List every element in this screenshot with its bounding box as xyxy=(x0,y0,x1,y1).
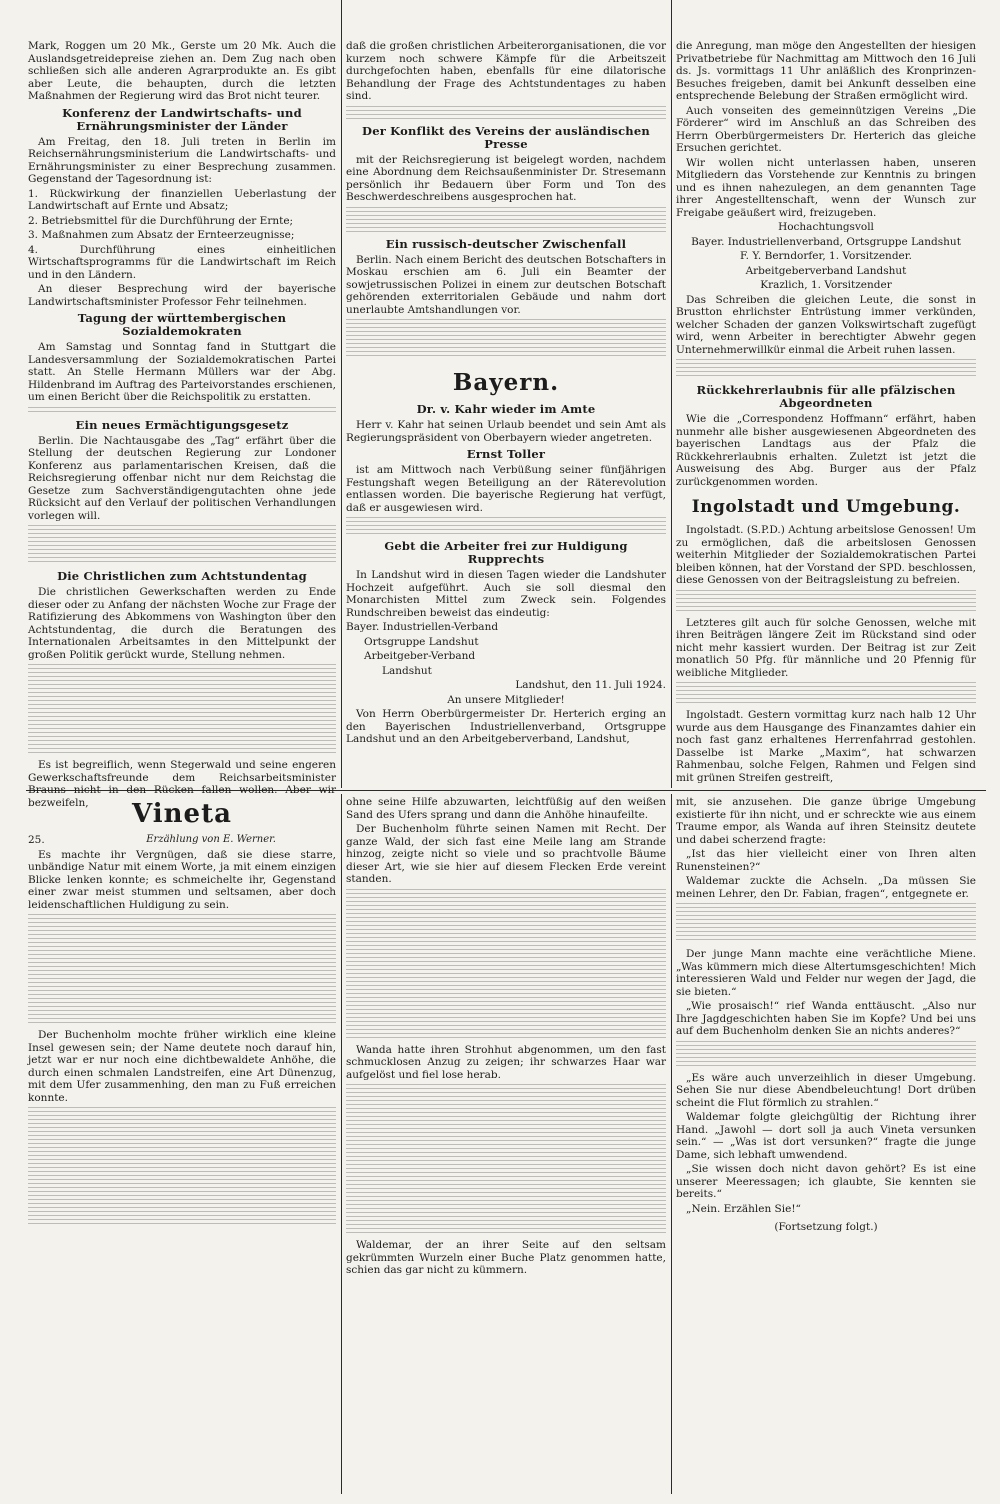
serial-text: „Nein. Erzählen Sie!“ xyxy=(686,1202,801,1215)
letter-sender: Bayer. Industriellen-Verband xyxy=(346,621,499,633)
illegible-text xyxy=(28,525,336,565)
illegible-text xyxy=(28,914,336,1024)
column-2 xyxy=(346,40,666,786)
article-text: Mark, Roggen um 20 Mk., Gerste um 20 Mk. Auch die Auslandsgetreidepreise ziehen an. Dem Zug nach oben schließen sich alle anderen Agrarprodukte an. Es gibt aber Leute, die behaupten, durch die letzten Maßnahmen der Regierung wird das Brot nicht teurer. xyxy=(28,40,336,102)
agenda-item: 1. Rückwirkung der finanziellen Ueberlastung der Landwirtschaft auf Ernte und Absatz; xyxy=(28,187,336,212)
serial-text: Wanda hatte ihren Strohhut abgenommen, um den fast schmucklosen Anzug zu zeigen; ihr schwarzes Haar war aufgelöst und fiel lose herab. xyxy=(346,1043,666,1081)
illegible-text xyxy=(676,903,976,943)
article-text: ist am Mittwoch nach Verbüßung seiner fünfjährigen Festungshaft wegen Beteiligung an der Räterevolution entlassen worden. Die bayerische Regierung hat verfügt, daß er ausgewiesen wird. xyxy=(346,464,666,514)
letter-signature: F. Y. Berndorfer, 1. Vorsitzender. xyxy=(740,250,912,262)
serial-text: Waldemar, der an ihrer Seite auf den seltsam gekrümmten Wurzeln einer Buche Platz genommen hatte, schien das gar nicht zu kümmern. xyxy=(346,1239,666,1276)
article-heading: Konferenz der Landwirtschafts- und Ernährungsminister der Länder xyxy=(62,105,302,133)
illegible-text xyxy=(28,664,336,754)
serial-text: Es machte ihr Vergnügen, daß sie diese starre, unbändige Natur mit einem Worte, ja mit einem einzigen Blicke lenken konnte; es schmeichelte ihr, Gegenstand einer zwar meist stummen und seltsamen, aber doch leidenschaftlichen Huldigung zu sein. xyxy=(28,848,336,911)
column-1 xyxy=(28,40,336,809)
article-text: Berlin. Nach einem Bericht des deutschen Botschafters in Moskau erschien am 6. Juli ein Beamter der sowjetrussischen Polizei in einem zur deutschen Botschaft gehörenden exterritorialen Gebäude und nahm dort unerlaubte Amtshandlungen vor. xyxy=(346,253,666,316)
illegible-text xyxy=(346,207,666,233)
article-text: Am Freitag, den 18. Juli treten in Berlin im Reichsernährungsministerium die Landwirtschafts- und Ernährungsminister zu einer Besprechung zusammen. Gegenstand der Tagesordnung ist: xyxy=(28,135,336,185)
serial-text: Waldemar zuckte die Achseln. „Da müssen Sie meinen Lehrer, den Dr. Fabian, fragen“, entgegnete er. xyxy=(676,875,976,900)
article-text: die Anregung, man möge den Angestellten der hiesigen Privatbetriebe für Nachmittag am Mittwoch den 16 Juli ds. Js. vormittags 11 Uhr anläßlich des Kronprinzen-Besuches freigeben, damit bei Ankunft desselben eine entsprechende Belebung der Straßen ermöglicht wird. xyxy=(676,40,976,102)
article-heading: Ein neues Ermächtigungsgesetz xyxy=(75,417,289,432)
serial-continuation: (Fortsetzung folgt.) xyxy=(774,1221,878,1233)
article-heading: Ernst Toller xyxy=(466,447,546,461)
letter-signature: Bayer. Industriellenverband, Ortsgruppe Landshut xyxy=(691,235,961,248)
agenda-item: 2. Betriebsmittel für die Durchführung der Ernte; xyxy=(28,214,294,227)
illegible-text xyxy=(346,106,666,120)
illegible-text xyxy=(28,1107,336,1227)
article-heading: Ein russisch-deutscher Zwischenfall xyxy=(385,236,627,251)
serial-text: ohne seine Hilfe abzuwarten, leichtfüßig auf den weißen Sand des Ufers sprang und dann die Anhöhe hinaufeilte. xyxy=(346,796,666,821)
article-text: Am Samstag und Sonntag fand in Stuttgart die Landesversammlung der Sozialdemokratischen Partei statt. An Stelle Hermann Müllers war der Abg. Hildenbrand im Auftrag des Parteivorstandes erschienen, um einen Bericht über die Reichspolitik zu erstatten. xyxy=(28,341,336,403)
article-heading: Tagung der württembergischen Sozialdemokraten xyxy=(77,311,287,338)
illegible-text xyxy=(676,682,976,704)
illegible-text xyxy=(676,1041,976,1067)
serial-text: „Sie wissen doch nicht davon gehört? Es ist eine unserer Meeressagen; ich glaubte, Sie kennten sie bereits.“ xyxy=(676,1163,976,1200)
article-text: Das Schreiben die gleichen Leute, die sonst in Brustton ehrlichster Entrüstung immer verkünden, welcher Schaden der ganzen Volkswirtschaft zugefügt wird, wenn Arbeiter in berechtigter Abwehr gegen Unternehmerwillkür einmal die Arbeit ruhen lassen. xyxy=(676,293,976,356)
letter-date: Landshut, den 11. Juli 1924. xyxy=(515,679,666,691)
illegible-text xyxy=(346,319,666,359)
article-text: Letzteres gilt auch für solche Genossen, welche mit ihren Beiträgen längere Zeit im Rückstand sind oder nicht mehr kassiert wurden. Der Beitrag ist zur Zeit monatlich 50 Pfg. für männliche und 20 Pfennig für weibliche Mitglieder. xyxy=(676,616,976,679)
column-rule xyxy=(341,0,342,788)
article-heading: Dr. v. Kahr wieder im Amte xyxy=(416,402,596,416)
serial-text: „Ist das hier vielleicht einer von Ihren alten Runensteinen?“ xyxy=(676,848,976,873)
agenda-item: 4. Durchführung eines einheitlichen Wirtschaftsprogramms für die Landwirtschaft im Reich und in den Ländern. xyxy=(28,243,336,281)
agenda-item: 3. Maßnahmen zum Absatz der Ernteerzeugnisse; xyxy=(28,229,295,241)
serial-column-2 xyxy=(346,796,666,1496)
article-text: Ingolstadt. Gestern vormittag kurz nach halb 12 Uhr wurde aus dem Hausgange des Finanzamtes dahier ein noch fast ganz erhaltenes Herrenfahrrad gestohlen. Dasselbe ist Marke „Maxim“, hat schwarzen Rahmenbau, solche Felgen, Rahmen und Felgen sind mit grünen Streifen gestreift, xyxy=(676,709,976,784)
illegible-text xyxy=(346,889,666,1039)
column-rule xyxy=(671,794,672,1494)
article-heading: Der Konflikt des Vereins der ausländischen Presse xyxy=(362,123,650,151)
letter-sender: Landshut xyxy=(382,664,432,677)
article-text: mit der Reichsregierung ist beigelegt worden, nachdem eine Abordnung dem Reichsaußenminister Dr. Stresemann persönlich ihr Bedauern über Form und Ton des Beschwerdeschreibens ausgesprochen hat. xyxy=(346,153,666,203)
serial-byline: Erzählung von E. Werner. xyxy=(146,834,276,845)
article-heading: Die Christlichen zum Achtstundentag xyxy=(57,569,307,583)
illegible-text xyxy=(676,590,976,612)
letter-signature: Krazlich, 1. Vorsitzender xyxy=(760,279,892,291)
letter-sender: Ortsgruppe Landshut xyxy=(364,635,479,648)
section-title-ingolstadt: Ingolstadt und Umgebung. xyxy=(691,497,961,517)
article-text: Auch vonseiten des gemeinnützigen Vereins „Die Förderer“ wird im Anschluß an das Schreiben des Herrn Oberbürgermeisters Dr. Herterich das gleiche Ersuchen gerichtet. xyxy=(676,104,976,154)
serial-text: Waldemar folgte gleichgültig der Richtung ihrer Hand. „Jawohl — dort soll ja auch Vineta versunken sein.“ — „Was ist dort versunken?“ fragte die junge Dame, sich lebhaft umwendend. xyxy=(676,1111,976,1161)
serial-title: Vineta xyxy=(132,799,232,829)
serial-text: Der junge Mann machte eine verächtliche Miene. „Was kümmern mich diese Altertumsgeschichten! Mich interessieren Wald und Felder nur wegen der Jagd, die sie bieten.“ xyxy=(676,948,976,998)
column-3 xyxy=(676,40,976,786)
serial-number: 25. xyxy=(28,834,45,846)
letter-signature: Arbeitgeberverband Landshut xyxy=(745,264,907,277)
article-text: Wie die „Correspondenz Hoffmann“ erfährt, haben nunmehr alle bisher ausgewiesenen Abgeordneten des bayerischen Landtags aus der Pfalz die Rückkehrerlaubnis erhalten. Zuletzt ist jetzt die Ausweisung des Abg. Burger aus der Pfalz zurückgenommen worden. xyxy=(676,413,976,488)
serial-text: Der Buchenholm führte seinen Namen mit Recht. Der ganze Wald, der sich fast eine Meile lang am Strande hinzog, zeigte nicht so viele und so prachtvolle Bäume dieser Art, wie sie hier auf diesem Flecken Erde vereint standen. xyxy=(346,823,666,885)
column-rule xyxy=(341,794,342,1494)
section-title-bayern: Bayern. xyxy=(452,369,560,396)
illegible-text xyxy=(28,407,336,414)
article-text: Die christlichen Gewerkschaften werden zu Ende dieser oder zu Anfang der nächsten Woche zur Frage der Ratifizierung des Abkommens von Washington über den Achtstundentag, die durch die Beratungen des Internationalen Arbeitsamtes in den Mittelpunkt der großen Politik gerückt wurde, Stellung nehmen. xyxy=(28,586,336,661)
serial-column-1 xyxy=(28,796,336,1496)
letter-salutation: An unsere Mitglieder! xyxy=(447,693,565,706)
article-text: daß die großen christlichen Arbeiterorganisationen, die vor kurzem noch schwere Kämpfe für die Arbeitszeit durchgefochten haben, ebenfalls für eine dilatorische Behandlung der Frage des Achtstundentages zu haben sind. xyxy=(346,40,666,102)
column-rule xyxy=(671,0,672,788)
illegible-text xyxy=(346,1084,666,1234)
article-text: Wir wollen nicht unterlassen haben, unseren Mitgliedern das Vorstehende zur Kenntnis zu bringen und es ihnen nahezulegen, an dem genannten Tage ihrer Angestelltenschaft, wenn der Wunsch zur Freigabe geäußert wird, freizugeben. xyxy=(676,156,976,219)
article-text: Herr v. Kahr hat seinen Urlaub beendet und sein Amt als Regierungspräsident von Oberbayern wieder angetreten. xyxy=(346,419,666,444)
letter-sender: Arbeitgeber-Verband xyxy=(364,650,476,662)
article-heading: Rückkehrerlaubnis für alle pfälzischen Abgeordneten xyxy=(696,383,956,410)
serial-text: „Es wäre auch unverzeihlich in dieser Umgebung. Sehen Sie nur diese Abendbeleuchtung! Dort drüben scheint die Flut förmlich zu strahlen.“ xyxy=(676,1071,976,1109)
article-heading: Gebt die Arbeiter frei zur Huldigung Rupprechts xyxy=(384,539,628,566)
article-text: Berlin. Die Nachtausgabe des „Tag“ erfährt über die Stellung der deutschen Regierung zur Londoner Konferenz aus parlamentarischen Kreisen, daß die Reichsregierung offenbar nicht nur dem Reichstag die Gesetze zum Sachverständigengutachten ohne jede Rücksicht auf den Verlauf der politischen Verhandlungen vorlegen will. xyxy=(28,434,336,522)
serial-column-3 xyxy=(676,796,976,1496)
article-text: In Landshut wird in diesen Tagen wieder die Landshuter Hochzeit aufgeführt. Auch sie soll diesmal den Monarchisten Mittel zum Zweck sein. Folgendes Rundschreiben beweist das eindeutig: xyxy=(346,569,666,619)
serial-text: Der Buchenholm mochte früher wirklich eine kleine Insel gewesen sein; der Name deutete noch darauf hin, jetzt war er nur noch eine dichtbewaldete Anhöhe, die durch einen schmalen Landstreifen, eine Art Dünenzug, mit dem Ufer zusammenhing, den man zu Fuß erreichen konnte. xyxy=(28,1029,336,1104)
serial-byline-row xyxy=(28,834,336,847)
illegible-text xyxy=(346,517,666,535)
serial-text: mit, sie anzusehen. Die ganze übrige Umgebung existierte für ihn nicht, und er schreckte wie aus einem Traume empor, als Wanda auf ihren Steinsitz deutete und dabei scherzend fragte: xyxy=(676,796,976,846)
article-text: An dieser Besprechung wird der bayerische Landwirtschaftsminister Professor Fehr teilnehmen. xyxy=(28,283,336,308)
illegible-text xyxy=(676,359,976,379)
serial-text: „Wie prosaisch!“ rief Wanda enttäuscht. „Also nur Ihre Jagdgeschichten haben Sie im Kopfe? Und bei uns auf dem Buchenholm denken Sie an nichts anderes?“ xyxy=(676,1000,976,1037)
article-text: Ingolstadt. (S.P.D.) Achtung arbeitslose Genossen! Um zu ermöglichen, daß die arbeitslosen Genossen weiterhin Mitglieder der Sozialdemokratischen Partei bleiben können, hat der Vorstand der SPD. beschlossen, diese Genossen von der Beitragsleistung zu befreien. xyxy=(676,524,976,586)
article-text: Von Herrn Oberbürgermeister Dr. Herterich erging an den Bayerischen Industriellenverband, Ortsgruppe Landshut und an den Arbeitgeberverband, Landshut, xyxy=(346,708,666,745)
letter-closing: Hochachtungsvoll xyxy=(778,221,874,233)
article-text: Es ist begreiflich, wenn Stegerwald und seine engeren Gewerkschaftsfreunde dem Reichsarbeitsminister Brauns nicht in den Rücken fallen wollen. Aber wir bezweifeln, xyxy=(28,759,336,809)
